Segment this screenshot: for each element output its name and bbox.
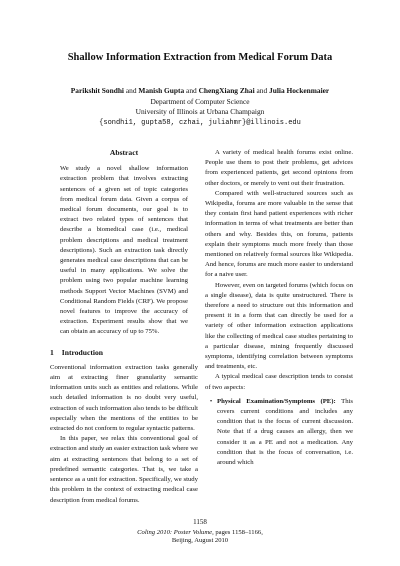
bullet-heading: Physical Examination/Symptoms (PE): [217,397,336,405]
intro-paragraph-2: In this paper, we relax this conventional goal of extraction and study an easier extraction task where we aim at extracting sentences that belong to a set of predefined semantic categories. That is, we take a sentence as a unit for extraction. Specifically, we study this problem in the context of extracting medical case description from medical forums. [50,435,198,504]
right-column [205,148,353,468]
body-paragraph-4: Compared with well-structured sources such as Wikipedia, forums are more valuable in the sense that they contain first hand patient experiences with richer information in terms of what treatments are better than others and why. Besides this, on forums, patients explain their symptoms much more freely than those mentioned on relatively formal sources like Wikipedia. And hence, forums are much more easier to understand for a naive user. [205,189,354,279]
author-name: Parikshit Sondhi [70,86,124,95]
body-paragraph-3: A variety of medical health forums exist online. People use them to post their problems, get advices from experienced patients, get second opinions from other doctors, or merely to vent out their frustration. [205,149,353,187]
author-separator: and [256,86,268,95]
abstract-heading: Abstract [109,148,139,157]
intro-paragraph-1: Conventional information extraction tasks generally aim at extracting finer granularity semantic information units such as entities and relations. While such detailed information is no doubt very useful, extraction of such information also tends to be difficult especially when the mentions of the entities to be extracted do not conform to regular syntactic patterns. [50,363,198,433]
section-heading [50,348,198,358]
bullet-text: This covers current conditions and includes any condition that is the focus of current discussion. Note that if a drug causes an allergy, then we consider it as a PE and not a medication. Any condition that is the focus of conversation, i.e. around which [217,397,353,467]
author-department: Department of Computer Science [150,96,250,106]
author-block [0,86,400,128]
author-name: ChengXiang Zhai [198,86,255,95]
abstract-text: We study a novel shallow information extraction problem that involves extracting sentences of a given set of topic categories from medical forum data. Given a corpus of medical forum documents, our goal is to extract two related types of sentences that describe a biomedical case (i.e., medical problem descriptions and medical treatment descriptions). Such an extraction task directly generates medical case descriptions that can be useful in many applications. We solve the problem using two popular machine learning methods Support Vector Machines (SVM) and Conditional Random Fields (CRF). We propose novel features to improve the accuracy of extraction. Experiment results show that we can obtain an accuracy of up to 75%. [60,165,188,336]
venue-location: Beijing, August 2010 [171,537,229,545]
page-number: 1158 [193,518,207,526]
venue-pages: , pages 1158–1166, [212,529,263,537]
section-title: Introduction [61,347,104,357]
body-paragraph-5: However, even on targeted forums (which focus on a single disease), data is quite unstructured. There is therefore a need to structure out this information and present it in a form that can directly be used for a variety of other information extraction applications like the collecting of medical case studies pertaining to a particular disease, mining frequently discussed symptoms, identifying correlation between symptoms and treatments, etc. [205,281,353,371]
page-footer [0,518,400,546]
bullet-item [205,397,353,468]
author-emails: {sondhi1, gupta58, czhai, juliahmr}@illinois.edu [99,118,301,127]
venue-line [0,529,400,537]
bullet-dot-icon: • [209,397,213,405]
author-name: Manish Gupta [138,86,185,95]
author-university: University of Illinois at Urbana Champaign [135,107,265,116]
venue-name: Coling 2010: Poster Volume [137,529,213,537]
author-separator: and [186,86,197,95]
body-paragraph-6: A typical medical case description tends to consist of two aspects: [205,373,353,391]
left-column [50,148,198,506]
author-names [0,86,400,97]
author-separator: and [125,86,137,95]
author-name: Julia Hockenmaier [269,86,330,95]
paper-title: Shallow Information Extraction from Medical Forum Data [67,52,333,63]
bullet-content [217,397,353,468]
section-number: 1 [50,347,54,357]
